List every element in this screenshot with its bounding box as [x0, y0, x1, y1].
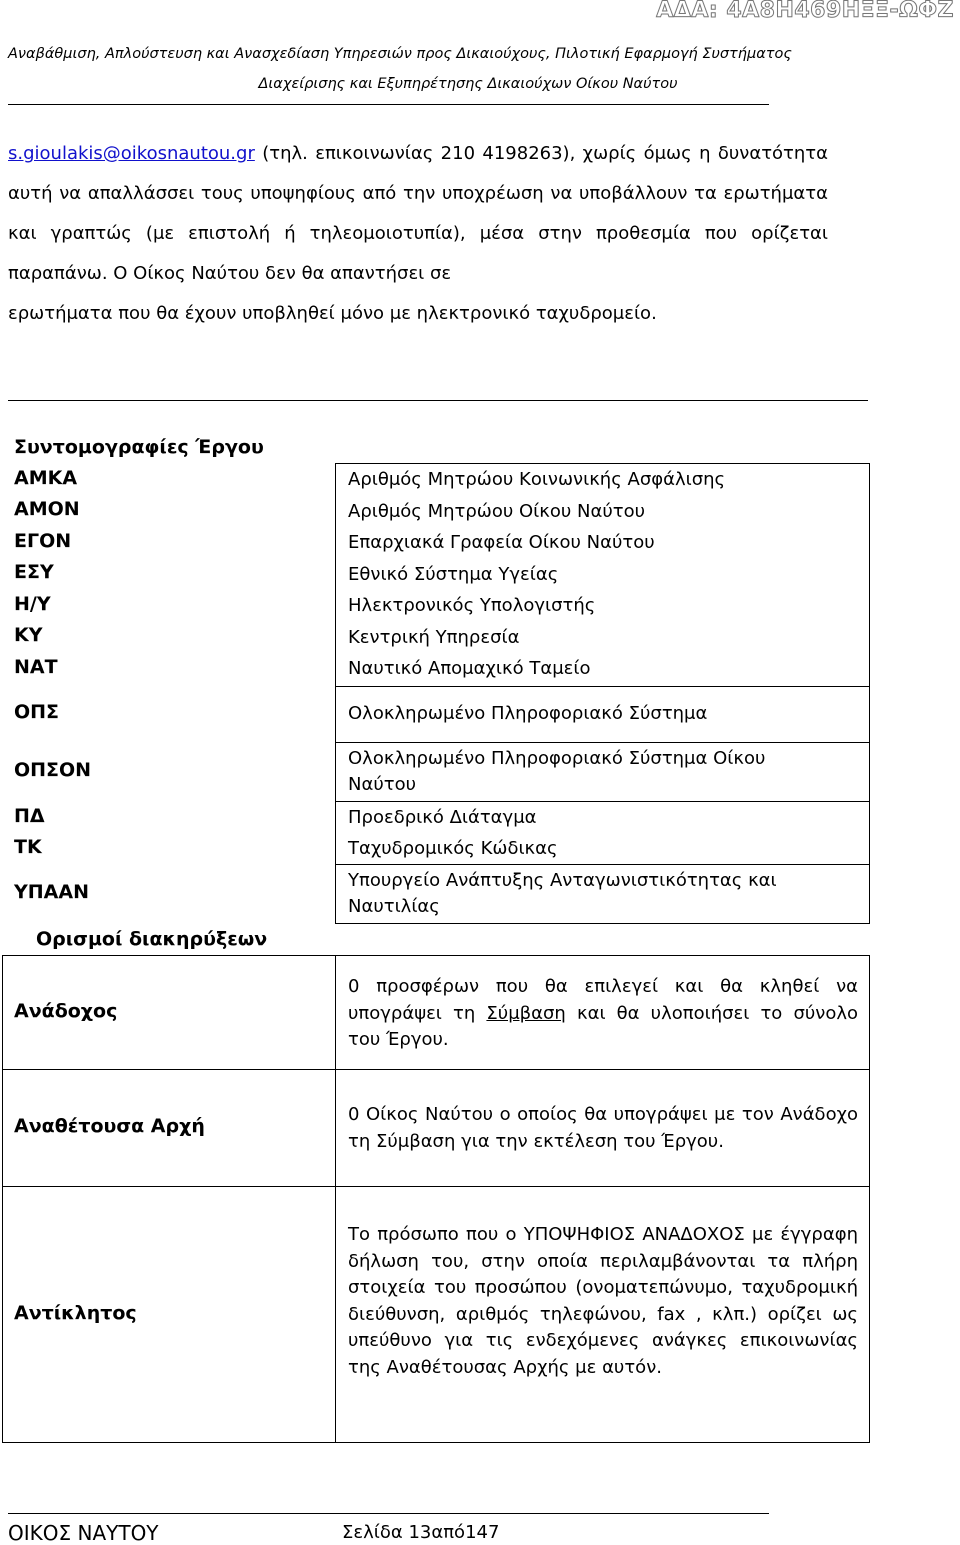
def-anadoxos-text-a: 0 προσφέρων που θα επιλεγεί και θα κληθεί να υπογράψει τη	[348, 976, 858, 1024]
term-anathetousa: Αναθέτουσα Αρχή	[14, 1115, 205, 1137]
abbr-ops: ΟΠΣ	[14, 701, 60, 723]
row-divider	[335, 864, 870, 865]
def-opson	[348, 746, 765, 798]
abbr-egon: ΕΓΟΝ	[14, 530, 72, 552]
footer-divider	[8, 1513, 769, 1514]
def-ky: Κεντρική Υπηρεσία	[348, 627, 520, 648]
def-pd: Προεδρικό Διάταγμα	[348, 807, 537, 828]
abbr-ypaan: ΥΠΑΑΝ	[14, 881, 89, 903]
ada-code: ΑΔΑ: 4Α8Η469ΗΞΞ-ΩΦΖ	[656, 0, 954, 23]
abbr-amon: ΑΜΟΝ	[14, 498, 80, 520]
abbr-ky: ΚΥ	[14, 624, 43, 646]
def-amon: Αριθμός Μητρώου Οίκου Ναύτου	[348, 501, 646, 522]
def-ypaan-line-2: Ναυτιλίας	[348, 896, 440, 917]
header-line-2: Διαχείρισης και Εξυπηρέτησης Δικαιούχων Οίκου Ναύτου	[258, 76, 678, 92]
def-ypaan	[348, 868, 777, 920]
footer-page: Σελίδα 13από147	[342, 1522, 500, 1543]
row-divider	[2, 1069, 870, 1070]
def-anathetousa: 0 Οίκος Ναύτου ο οποίος θα υπογράψει με τον Ανάδοχο τη Σύμβαση για την εκτέλεση του Έργου.	[348, 1104, 858, 1152]
row-divider	[2, 1186, 870, 1187]
section-divider	[8, 400, 868, 401]
def-esy: Εθνικό Σύστημα Υγείας	[348, 564, 559, 585]
def-tk: Ταχυδρομικός Κώδικας	[348, 838, 558, 859]
term-anadoxos: Ανάδοχος	[14, 1000, 118, 1022]
symvasi-link: Σύμβαση	[486, 1002, 566, 1024]
def-nat: Ναυτικό Απομαχικό Ταμείο	[348, 658, 591, 679]
def-egon: Επαρχιακά Γραφεία Οίκου Ναύτου	[348, 532, 655, 553]
def-anadoxos	[348, 974, 858, 1054]
paragraph-text-1: (τηλ. επικοινωνίας 210 4198263), χωρίς όμως η δυνατότητα αυτή να απαλλάσσει τους υποψηφίους από την υποχρέωση να υποβάλλουν τα ερωτήματα και γραπτώς (με επιστολή ή τηλεομοιοτυπία), μέσα στην προθεσμία που ορίζεται παραπάνω. Ο Οίκος Ναύτου δεν θα απαντήσει σε	[8, 143, 828, 284]
def-opson-line-1: Ολοκληρωμένο Πληροφοριακό Σύστημα Οίκου	[348, 748, 766, 769]
def-anadoxos-text-b: και θα υλοποιήσει το σύνολο του Έργου.	[348, 1002, 858, 1050]
abbr-amka: ΑΜΚΑ	[14, 467, 78, 489]
abbr-tk: ΤΚ	[14, 836, 42, 858]
def-antikl: Το πρόσωπο που ο ΥΠΟΨΗΦΙΟΣ ΑΝΑΔΟΧΟΣ με έγγραφη δήλωση του, στην οποία περιλαμβάνονται τα πλήρη στοιχεία του προσώπου (ονοματεπώνυμο, ταχυδρομική διεύθυνση, αριθμός τηλεφώνου, fax , κλπ.) ορίζει ως υπεύθυνο για τις ενδεχόμενες ανάγκες επικοινωνίας της Αναθέτουσας Αρχής με αυτόν.	[348, 1224, 858, 1378]
abbr-opson: ΟΠΣΟΝ	[14, 759, 92, 781]
paragraph-text-2: ερωτήματα που θα έχουν υποβληθεί μόνο με ηλεκτρονικό ταχυδρομείο.	[8, 303, 657, 324]
header-line-1: Αναβάθμιση, Απλούστευση και Ανασχεδίαση Υπηρεσιών προς Δικαιούχους, Πιλοτική Εφαρμογή Συστήματος	[8, 46, 792, 62]
row-divider	[335, 686, 870, 687]
abbr-pd: ΠΔ	[14, 805, 45, 827]
header-divider	[8, 104, 769, 105]
def-amka: Αριθμός Μητρώου Κοινωνικής Ασφάλισης	[348, 469, 726, 490]
row-divider	[335, 801, 870, 802]
def-ypaan-line-1: Υπουργείο Ανάπτυξης Ανταγωνιστικότητας και	[348, 870, 777, 891]
row-divider	[335, 742, 870, 743]
def-opson-line-2: Ναύτου	[348, 774, 417, 795]
def-hy: Ηλεκτρονικός Υπολογιστής	[348, 595, 596, 616]
footer-org: ΟΙΚΟΣ ΝΑΥΤΟΥ	[8, 1521, 159, 1545]
abbr-hy: Η/Υ	[14, 593, 51, 615]
abbr-esy: ΕΣΥ	[14, 561, 54, 583]
definitions-title: Ορισμοί διακηρύξεων	[36, 928, 268, 950]
term-antikl: Αντίκλητος	[14, 1302, 137, 1324]
abbreviations-title: Συντομογραφίες Έργου	[14, 436, 264, 458]
abbr-nat: ΝΑΤ	[14, 656, 58, 678]
column-divider	[335, 956, 336, 1442]
intro-paragraph	[8, 134, 828, 334]
email-link[interactable]: s.gioulakis@oikosnautou.gr	[8, 143, 255, 164]
def-ops: Ολοκληρωμένο Πληροφοριακό Σύστημα	[348, 703, 708, 724]
